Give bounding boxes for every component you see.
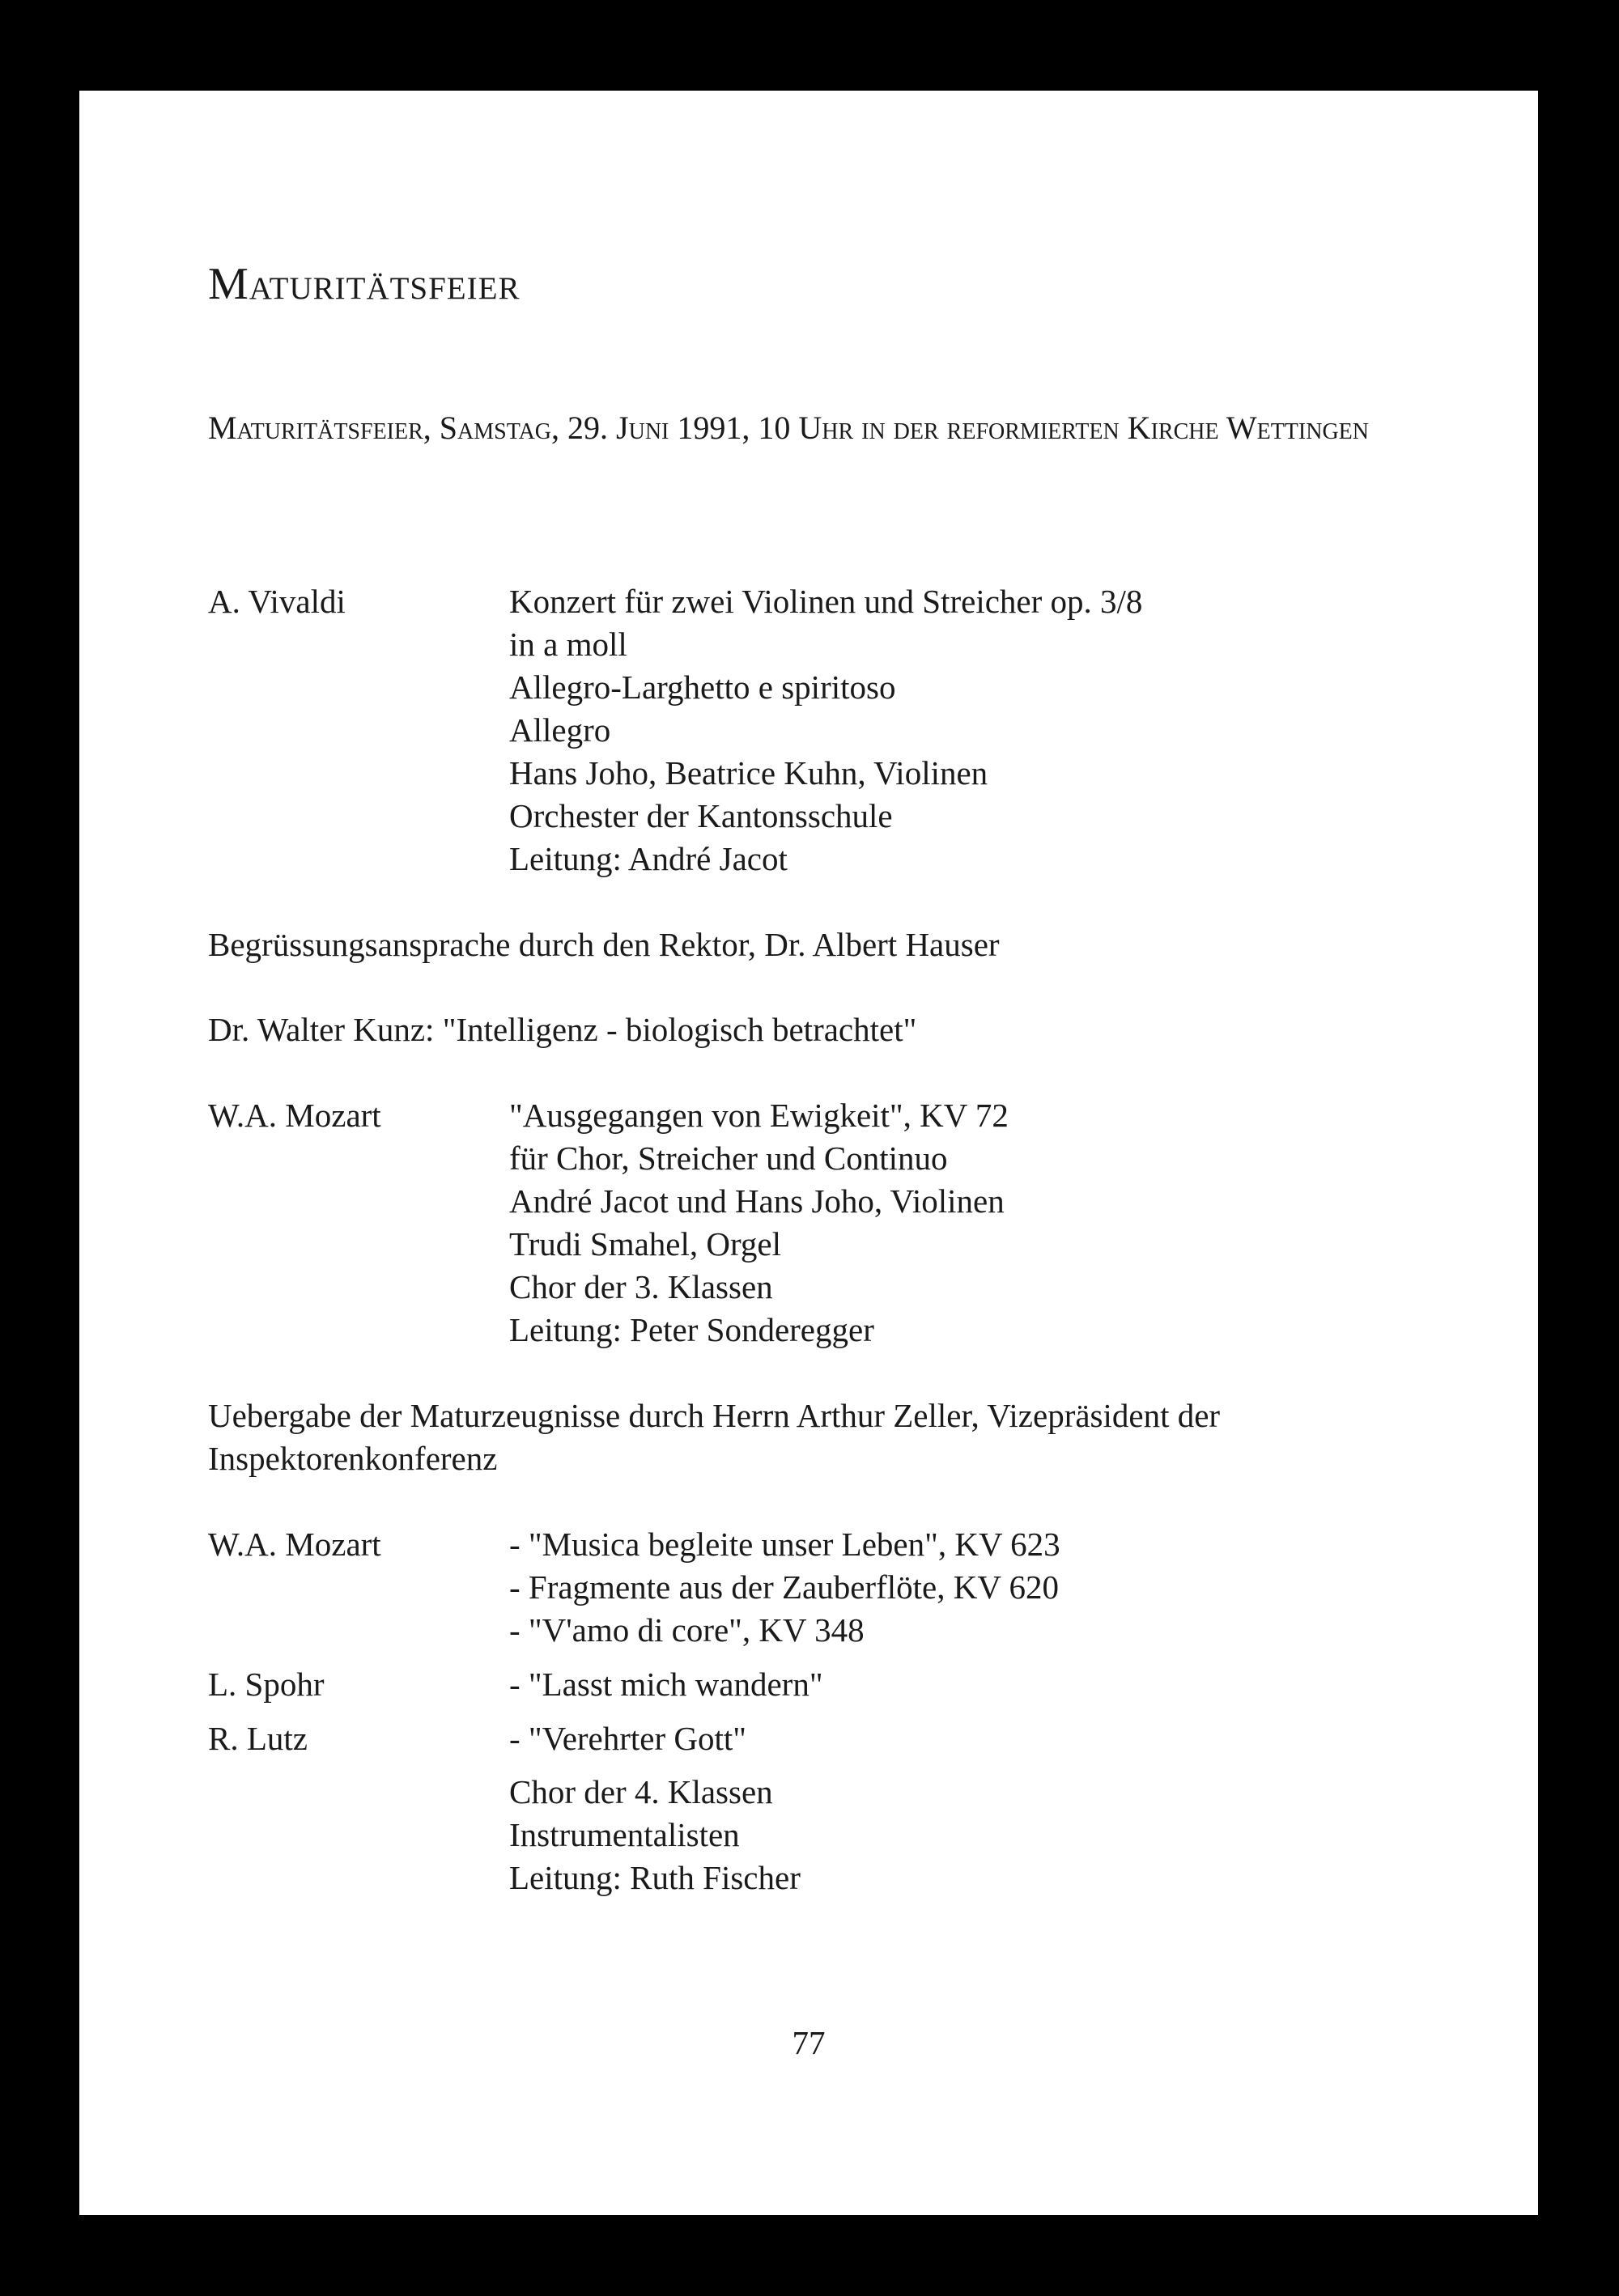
composer-vivaldi: A. Vivaldi <box>208 583 346 620</box>
program-line: Leitung: André Jacot <box>509 840 788 877</box>
program-lutz: - "Verehrter Gott" <box>509 1720 747 1757</box>
program-line: Hans Joho, Beatrice Kuhn, Violinen <box>509 754 988 792</box>
composer-spohr: L. Spohr <box>208 1666 325 1703</box>
program-line: André Jacot und Hans Joho, Violinen <box>509 1182 1005 1220</box>
welcome-address: Begrüssungsansprache durch den Rektor, Dr. Albert Hauser <box>208 926 1000 963</box>
lecture: Dr. Walter Kunz: "Intelligenz - biologisch betrachtet" <box>208 1011 917 1048</box>
composer-mozart: W.A. Mozart <box>208 1526 381 1563</box>
program-line: - "V'amo di core", KV 348 <box>509 1611 865 1649</box>
program-line: - Fragmente aus der Zauberflöte, KV 620 <box>509 1568 1059 1606</box>
document-page <box>79 91 1538 2215</box>
program-closing <box>509 1771 801 1899</box>
program-line: für Chor, Streicher und Continuo <box>509 1140 948 1177</box>
program-line: - "Musica begleite unser Leben", KV 623 <box>509 1526 1060 1563</box>
program-line: Allegro-Larghetto e spiritoso <box>509 668 896 706</box>
program-line: Leitung: Peter Sonderegger <box>509 1311 874 1348</box>
program-vivaldi <box>509 580 1142 881</box>
program-line: Instrumentalisten <box>509 1816 740 1853</box>
program-line: in a moll <box>509 626 627 663</box>
program-line: Orchester der Kantonsschule <box>509 797 893 834</box>
event-subtitle: Maturitätsfeier, Samstag, 29. Juni 1991, 10 Uhr in der reformierten Kirche Wettingen <box>208 410 1369 446</box>
program-mozart-1 <box>509 1094 1009 1352</box>
program-line: Leitung: Ruth Fischer <box>509 1859 801 1896</box>
composer-lutz: R. Lutz <box>208 1720 308 1757</box>
page-title: Maturitätsfeier <box>208 259 521 309</box>
program-line: Konzert für zwei Violinen und Streicher op. 3/8 <box>509 583 1143 620</box>
program-mozart-2 <box>509 1523 1060 1652</box>
program-line: Chor der 3. Klassen <box>509 1268 773 1305</box>
composer-mozart: W.A. Mozart <box>208 1097 381 1134</box>
program-line: Allegro <box>509 711 611 749</box>
program-spohr: - "Lasst mich wandern" <box>509 1666 823 1703</box>
program-line: Chor der 4. Klassen <box>509 1773 773 1810</box>
program-line: Trudi Smahel, Orgel <box>509 1225 781 1263</box>
program-line: "Ausgegangen von Ewigkeit", KV 72 <box>509 1097 1009 1134</box>
page-number: 77 <box>792 2024 826 2061</box>
diploma-handover: Uebergabe der Maturzeugnisse durch Herrn Arthur Zeller, Vizepräsident der Inspektorenkonferenz <box>208 1397 1221 1477</box>
